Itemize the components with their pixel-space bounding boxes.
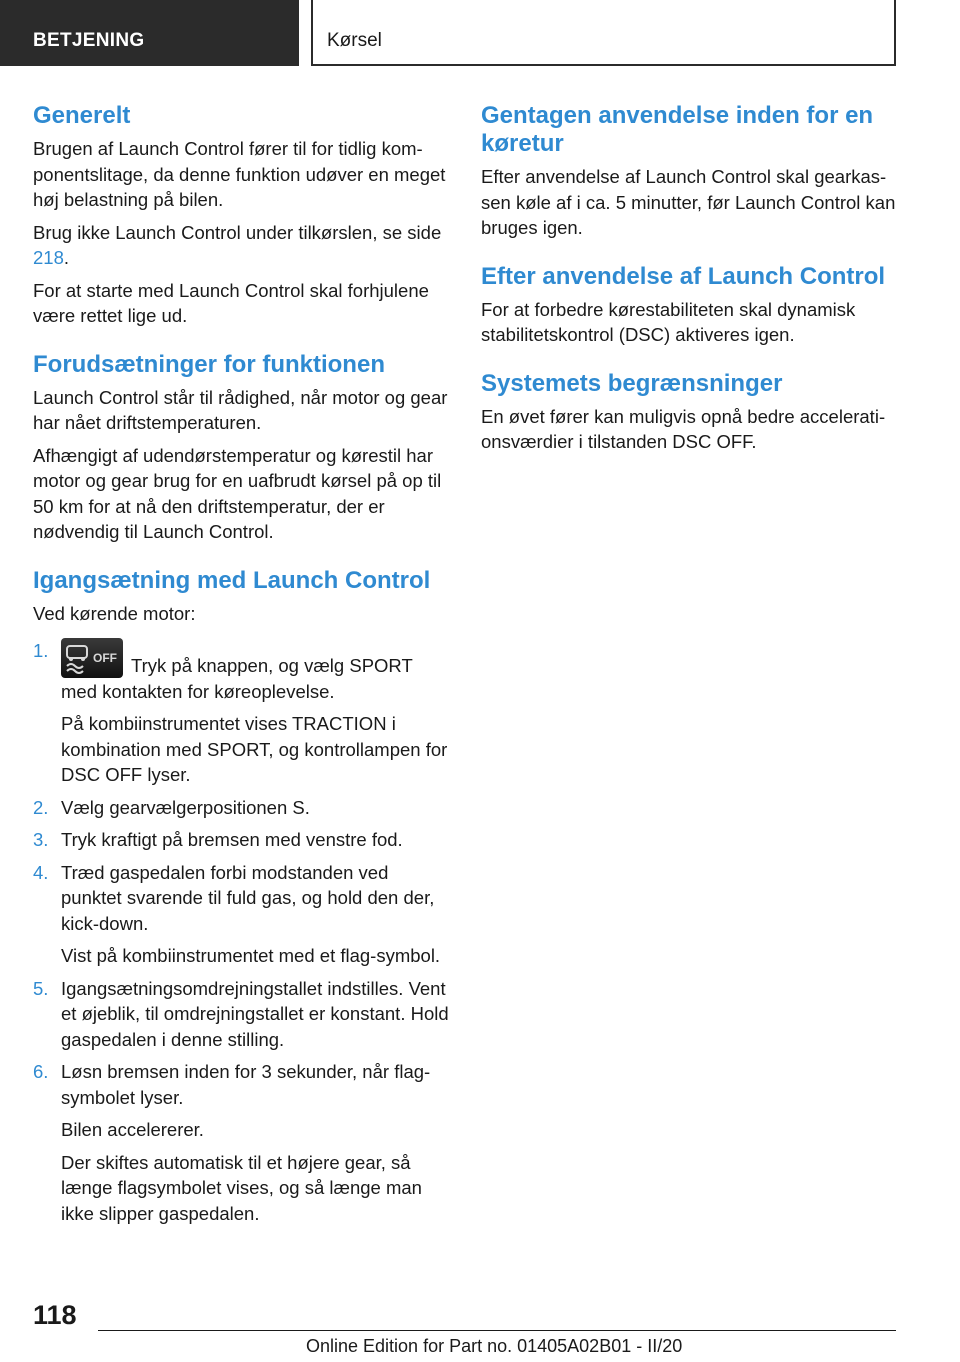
heading-gentagen: Gentagen anvendelse inden for en køretur	[481, 102, 874, 157]
list-item	[33, 827, 449, 853]
step-text: Igangsætningsomdrejningstallet indstilles. Vent et øjeblik, til omdrejningstallet er konstant. Hold gaspedalen i denne stilling.	[61, 977, 449, 1050]
step-note: På kombiinstrumentet vises TRACTION i kombination med SPORT, og kontrollampen for DSC OFF lyser.	[61, 713, 448, 785]
step-number: 3.	[33, 829, 49, 850]
step-note: Bilen accelererer.	[61, 1119, 204, 1140]
step-number: 6.	[33, 1061, 49, 1082]
paragraph: For at forbedre kørestabiliteten skal dynamisk stabilitetskontrol (DSC) aktiveres igen.	[481, 298, 856, 345]
paragraph: Afhængigt af udendørstemperatur og kørestil har motor og gear brug for en uafbrudt kørsel på op til 50 km for at nå den driftstemperatur, der er nødvendig til Launch Control.	[33, 444, 442, 542]
step-text	[61, 638, 449, 704]
paragraph: Ved kørende motor:	[33, 602, 196, 624]
chapter-title: Kørsel	[311, 0, 896, 66]
step-text-content: Tryk på knappen, og vælg SPORT med kontakten for køreoplevelse.	[61, 655, 413, 702]
heading-begraensninger: Systemets begrænsninger	[481, 369, 783, 397]
section-tab: BETJENING	[0, 0, 299, 66]
step-note: Vist på kombiinstrumentet med et flag-symbol.	[61, 945, 441, 966]
step-number: 4.	[33, 861, 49, 883]
paragraph: For at starte med Launch Control skal forhjulene være rettet lige ud.	[33, 279, 429, 326]
steps-list	[33, 638, 449, 1226]
step-text: Løsn bremsen inden for 3 sekunder, når flagsymbolet lyser.	[61, 1061, 431, 1108]
list-item	[33, 1059, 449, 1226]
paragraph-text: Brug ikke Launch Control under tilkørslen, se side	[33, 221, 442, 243]
step-text: Vælg gearvælgerpositionen S.	[61, 796, 310, 818]
dsc-off-icon	[61, 638, 123, 678]
list-item	[33, 860, 449, 969]
page-link-218[interactable]: 218	[33, 247, 64, 268]
right-column	[481, 102, 897, 462]
step-text: Tryk kraftigt på bremsen med venstre fod.	[61, 829, 403, 850]
paragraph: En øvet fører kan muligvis opnå bedre accelerationsværdier i tilstanden DSC OFF.	[481, 405, 886, 452]
list-item	[33, 638, 449, 788]
footer-divider	[98, 1330, 896, 1331]
step-number: 5.	[33, 977, 49, 999]
heading-generelt: Generelt	[33, 102, 131, 129]
heading-igangsaetning: Igangsætning med Launch Control	[33, 566, 431, 594]
page-header	[0, 0, 960, 66]
step-number: 1.	[33, 640, 49, 661]
page-number: 118	[33, 1300, 77, 1330]
dsc-off-label: OFF	[93, 651, 117, 665]
step-text: Træd gaspedalen forbi modstanden ved punktet svarende til fuld gas, og hold den der, kick-down.	[61, 861, 435, 934]
edition-label: Online Edition for Part no. 01405A02B01 - II/20	[306, 1336, 683, 1356]
paragraph: Efter anvendelse af Launch Control skal gearkassen køle af i ca. 5 minutter, før Launch Control kan bruges igen.	[481, 166, 896, 238]
list-item	[33, 795, 449, 821]
paragraph: Brugen af Launch Control fører til for tidlig komponentslitage, da denne funktion udøver en meget høj belastning på bilen.	[33, 138, 446, 210]
heading-forudsaetninger: Forudsætninger for funktionen	[33, 350, 385, 378]
left-column	[33, 102, 449, 1233]
step-note: Der skiftes automatisk til et højere gear, så længe flagsymbolet vises, og så længe man ikke slipper gaspedalen.	[61, 1151, 422, 1224]
heading-efter-anvendelse: Efter anvendelse af Launch Control	[481, 262, 886, 290]
paragraph: Launch Control står til rådighed, når motor og gear har nået driftstemperaturen.	[33, 386, 448, 433]
list-item	[33, 976, 449, 1053]
paragraph	[33, 220, 449, 271]
step-number: 2.	[33, 796, 49, 818]
paragraph-end: .	[63, 247, 70, 268]
